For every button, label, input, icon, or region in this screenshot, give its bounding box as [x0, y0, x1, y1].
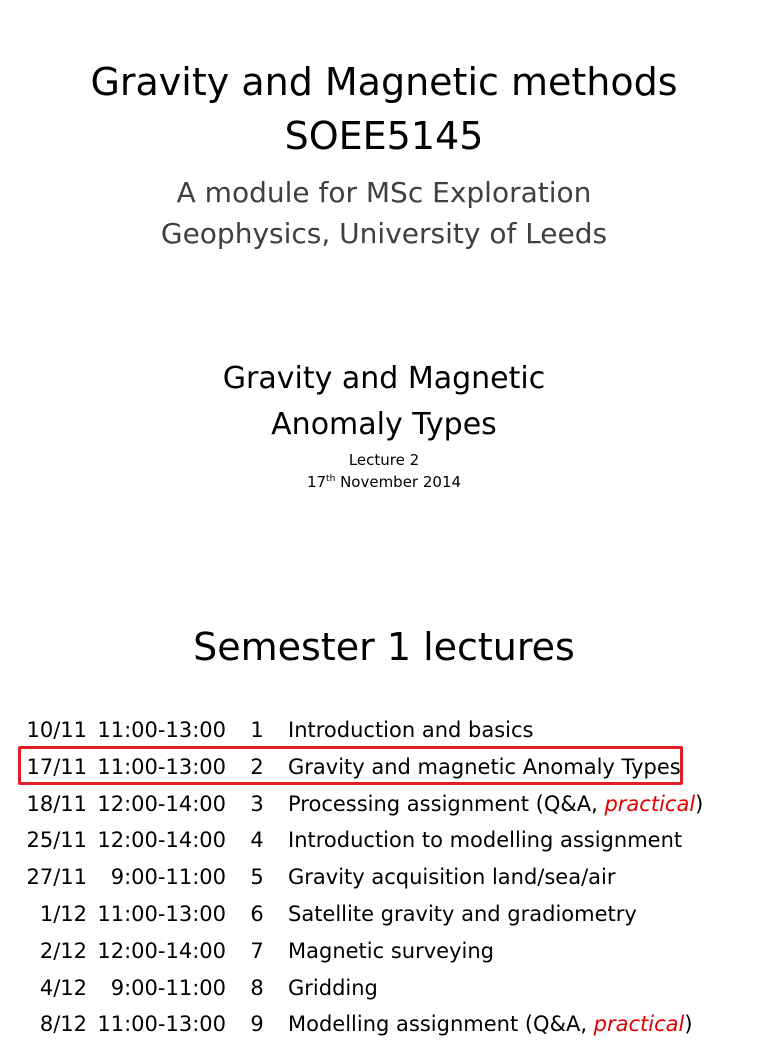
schedule-row	[0, 859, 768, 896]
row-topic	[288, 933, 494, 969]
page-subtitle	[0, 172, 768, 254]
row-topic-after: )	[695, 791, 704, 816]
lecture-label: Lecture 2	[348, 451, 420, 469]
row-date: 25/11	[26, 828, 87, 853]
current-lecture-highlight	[18, 746, 683, 785]
row-topic-text: Gridding	[288, 975, 378, 1000]
row-topic	[288, 822, 682, 858]
row-number: 9	[250, 1012, 264, 1037]
row-date: 8/12	[39, 1012, 87, 1037]
row-topic-text: Introduction and basics	[288, 718, 534, 742]
lecture-meta	[0, 449, 768, 493]
schedule-row	[0, 896, 768, 933]
row-time: 11:00-13:00	[97, 718, 226, 742]
schedule-row	[0, 1006, 768, 1043]
schedule-row	[0, 933, 768, 970]
row-date: 27/11	[26, 865, 87, 890]
schedule-row	[0, 970, 768, 1007]
row-date: 1/12	[39, 901, 87, 926]
row-number: 1	[250, 718, 264, 742]
row-date: 17/11	[26, 754, 87, 779]
subtitle-line-1: A module for MSc Exploration	[176, 176, 592, 209]
row-time: 11:00-13:00	[97, 754, 226, 779]
row-date: 10/11	[26, 718, 87, 742]
lecture-date-suffix: th	[326, 474, 336, 484]
schedule-row	[0, 822, 768, 859]
lecture-date	[0, 471, 768, 493]
row-topic	[288, 1006, 693, 1042]
lecture-date-day: 17	[306, 473, 327, 491]
row-time: 12:00-14:00	[97, 828, 226, 853]
row-number: 8	[250, 975, 264, 1000]
row-time: 12:00-14:00	[97, 791, 226, 816]
row-number: 7	[250, 938, 264, 963]
row-topic	[288, 970, 378, 1006]
row-date: 18/11	[26, 791, 87, 816]
subtitle-line-2: Geophysics, University of Leeds	[160, 217, 608, 250]
row-time: 12:00-14:00	[97, 938, 226, 963]
title-line-1: Gravity and Magnetic methods	[90, 60, 678, 104]
row-topic-text: Processing assignment (Q&A,	[288, 791, 605, 816]
row-topic-text: Magnetic surveying	[288, 938, 494, 963]
row-topic-practical: practical	[604, 791, 696, 816]
row-topic-text: Satellite gravity and gradiometry	[288, 901, 637, 926]
schedule-row	[0, 786, 768, 823]
lecture-title	[0, 356, 768, 448]
row-topic-text: Gravity acquisition land/sea/air	[288, 865, 616, 890]
row-time: 11:00-13:00	[97, 1012, 226, 1037]
row-number: 5	[250, 865, 264, 890]
row-topic-text: Gravity and magnetic Anomaly Types	[288, 754, 681, 779]
row-time: 9:00-11:00	[110, 865, 226, 890]
row-number: 2	[250, 754, 264, 779]
row-date: 2/12	[39, 938, 87, 963]
row-topic-practical: practical	[593, 1012, 685, 1037]
row-topic	[288, 859, 616, 895]
row-topic	[288, 896, 637, 932]
row-topic	[288, 786, 703, 822]
title-line-2: SOEE5145	[284, 114, 484, 158]
row-topic	[288, 712, 534, 748]
row-topic-after: )	[684, 1012, 693, 1037]
schedule-row	[0, 712, 768, 749]
row-number: 6	[250, 901, 264, 926]
row-topic-text: Introduction to modelling assignment	[288, 828, 683, 853]
page-title	[0, 55, 768, 163]
lecture-date-rest: November 2014	[340, 473, 462, 491]
lecture-title-line-2: Anomaly Types	[271, 407, 497, 442]
schedule-title: Semester 1 lectures	[193, 625, 575, 669]
row-date: 4/12	[39, 975, 87, 1000]
row-number: 3	[250, 791, 264, 816]
row-time: 11:00-13:00	[97, 901, 226, 926]
row-topic-text: Modelling assignment (Q&A,	[288, 1012, 594, 1037]
row-time: 9:00-11:00	[110, 975, 226, 1000]
row-number: 4	[250, 828, 264, 853]
lecture-title-line-1: Gravity and Magnetic	[222, 361, 546, 396]
